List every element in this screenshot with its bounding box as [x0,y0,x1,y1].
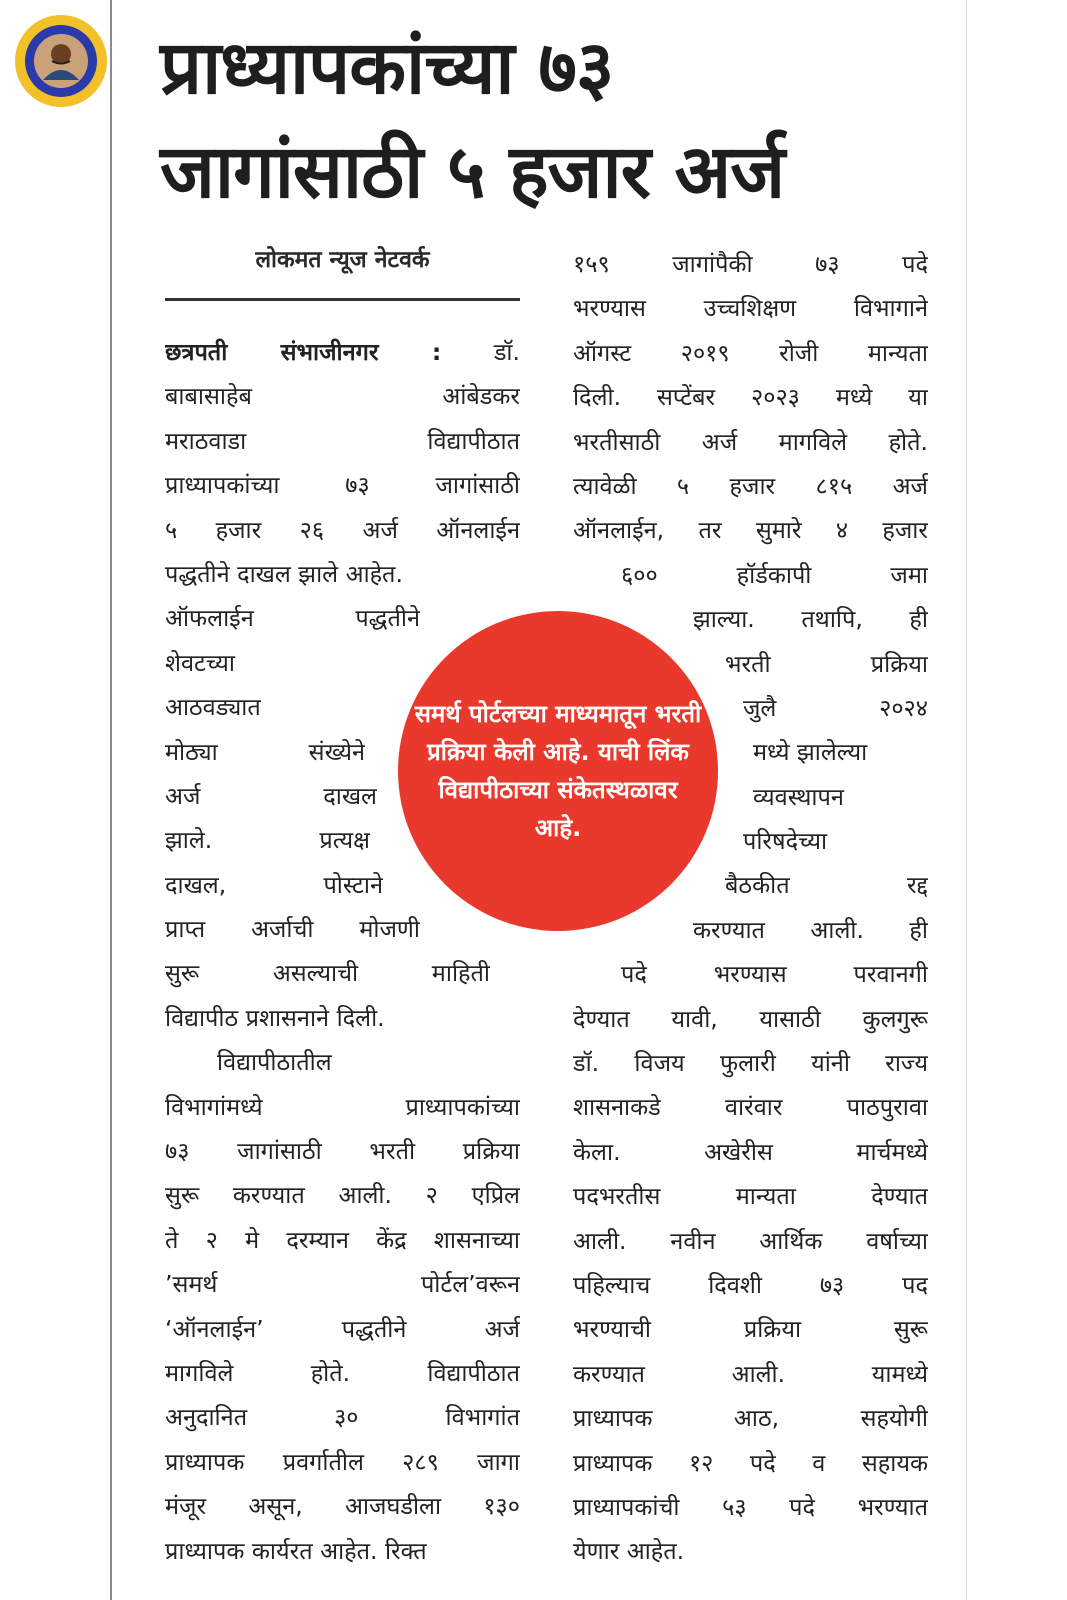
article-line: अनुदानित ३० विभागांत [165,1403,520,1432]
article-line: मंजूर असून, आजघडीला १३० [165,1492,520,1521]
article-line: अर्ज दाखल [165,781,377,810]
article-line: भरण्यास उच्चशिक्षण विभागाने [573,294,928,323]
article-line: आठवड्यात [165,693,261,722]
article-line: मध्ये झालेल्या [753,738,868,767]
article-line: देण्यात यावी, यासाठी कुलगुरू [573,1004,928,1033]
article-line: येणार आहेत. [573,1537,685,1566]
article-line: झाले. प्रत्यक्ष [165,826,370,855]
article-line: भरण्याची प्रक्रिया सुरू [573,1315,928,1344]
article-line: विभागांमध्ये प्राध्यापकांच्या [165,1092,520,1121]
author-logo [14,14,108,108]
article-line: आली. नवीन आर्थिक वर्षाच्या [573,1226,928,1255]
headline-line-2: जागांसाठी ५ हजार अर्ज [160,129,785,215]
article-line: पद्धतीने दाखल झाले आहेत. [165,559,403,588]
headline [160,16,960,224]
article-line: ऑगस्ट २०१९ रोजी मान्यता [573,338,928,367]
article-line: विद्यापीठातील [217,1048,332,1077]
article-line: मोठ्या संख्येने [165,737,365,766]
article-line: बाबासाहेब आंबेडकर [165,382,520,411]
article-line: ५ हजार २६ अर्ज ऑनलाईन [165,515,520,544]
article-line: शेवटच्या [165,648,235,677]
article-line: ते २ मे दरम्यान केंद्र शासनाच्या [165,1225,520,1254]
article-line: भरती प्रक्रिया [725,649,928,678]
article-line: सुरू असल्याची माहिती [165,959,490,988]
article-line: ७३ जागांसाठी भरती प्रक्रिया [165,1137,520,1166]
article-line: दिली. सप्टेंबर २०२३ मध्ये या [573,383,928,412]
article-line: प्राध्यापकांची ५३ पदे भरण्यात [573,1492,928,1521]
article-line: झाल्या. तथापि, ही [693,605,928,634]
article-line: ऑफलाईन पद्धतीने [165,604,420,633]
headline-line-1: प्राध्यापकांच्या ७३ [160,25,614,111]
article-line: जुलै २०२४ [743,693,928,722]
article-line: बैठकीत रद्द [725,871,928,900]
article-line: शासनाकडे वारंवार पाठपुरावा [573,1093,928,1122]
article-line: ऑनलाईन, तर सुमारे ४ हजार [573,516,928,545]
article-line: पहिल्याच दिवशी ७३ पद [573,1270,928,1299]
article-line: सुरू करण्यात आली. २ एप्रिल [165,1181,520,1210]
article-line: व्यवस्थापन [753,782,844,811]
dateline: छत्रपती संभाजीनगर : [165,338,442,366]
article-line: मागविले होते. विद्यापीठात [165,1358,520,1387]
article-line: भरतीसाठी अर्ज मागविले होते. [573,427,928,456]
byline: लोकमत न्यूज नेटवर्क [255,247,430,273]
article-line: केला. अखेरीस मार्चमध्ये [573,1137,928,1166]
article-line: करण्यात आली. यामध्ये [573,1359,928,1388]
article-line: प्राप्त अर्जाची मोजणी [165,915,420,944]
article-line: छत्रपती संभाजीनगर : डॉ. [165,338,520,366]
article-line: मराठवाडा विद्यापीठात [165,426,520,455]
article-line: विद्यापीठ प्रशासनाने दिली. [165,1003,385,1032]
article-line: करण्यात आली. ही [693,915,928,944]
article-line: डॉ. विजय फुलारी यांनी राज्य [573,1049,928,1078]
article-line: प्राध्यापक १२ पदे व सहायक [573,1448,928,1477]
article-line: ‘ऑनलाईन’ पद्धतीने अर्ज [165,1314,520,1343]
article-column-1 [165,330,520,1573]
article-line: त्यावेळी ५ हजार ८१५ अर्ज [573,471,928,500]
article-line: १५९ जागांपैकी ७३ पदे [573,250,928,278]
callout-circle [398,611,718,931]
article-line: परिषदेच्या [743,827,828,856]
left-column-rule [110,0,112,1600]
article-line: पदे भरण्यास परवानगी [621,960,928,989]
article-line: ’समर्थ पोर्टल’वरून [165,1270,520,1299]
right-margin-rule [966,0,967,1600]
article-line: ६०० हॉर्डकापी जमा [621,560,928,589]
article-line: प्राध्यापक प्रवर्गातील २८९ जागा [165,1447,520,1476]
callout-text: समर्थ पोर्टलच्या माध्यमातून भरती प्रक्रिया केली आहे. याची लिंक विद्यापीठाच्या संकेतस्थळावर आहे. [414,700,702,842]
byline-rule [165,298,520,301]
article-line: प्राध्यापकांच्या ७३ जागांसाठी [165,471,520,500]
article-line: प्राध्यापक कार्यरत आहेत. रिक्त [165,1536,427,1565]
article-line: दाखल, पोस्टाने [165,870,383,899]
article-line: प्राध्यापक आठ, सहयोगी [573,1404,928,1433]
article-line: पदभरतीस मान्यता देण्यात [573,1182,928,1211]
